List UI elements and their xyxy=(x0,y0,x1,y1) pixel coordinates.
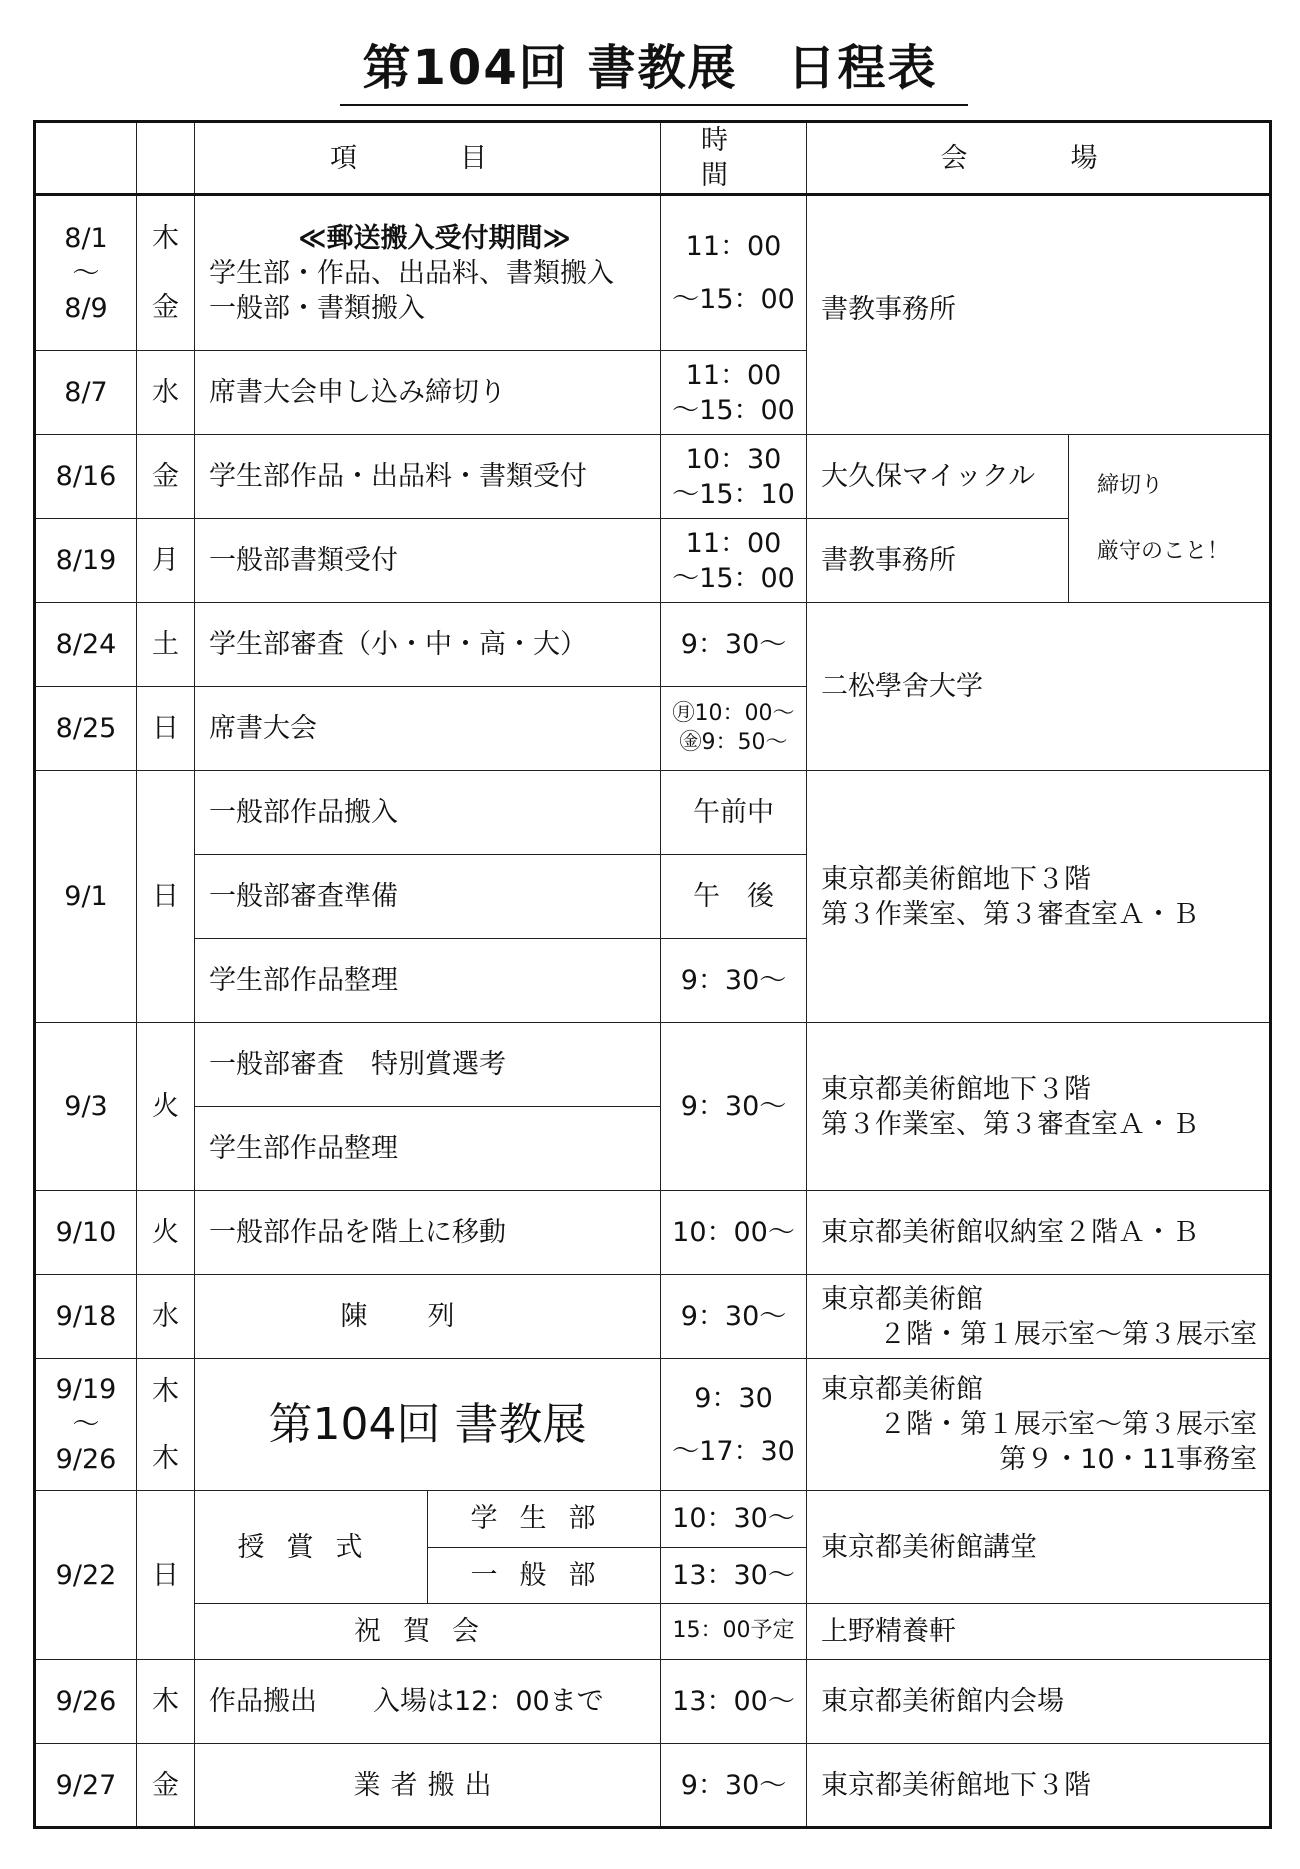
time-cell: 13：00〜 xyxy=(661,1660,807,1744)
header-date xyxy=(35,122,137,195)
day-cell: 日 xyxy=(137,771,195,1023)
venue-cell: 東京都美術館地下３階 第３作業室、第３審査室Ａ・Ｂ xyxy=(807,1023,1271,1191)
venue-cell: 二松學舍大学 xyxy=(807,603,1271,771)
time-cell: 15：00予定 xyxy=(661,1604,807,1660)
header-item: 項 目 xyxy=(195,122,661,195)
day-cell: 火 xyxy=(137,1191,195,1275)
item-cell: 一般部作品搬入 xyxy=(195,771,661,855)
date-cell: 8/19 xyxy=(35,519,137,603)
award-subtable xyxy=(195,1491,660,1603)
time-cell: 11：00 〜15：00 xyxy=(661,351,807,435)
time-cell: 午 後 xyxy=(661,855,807,939)
item-cell: 一般部審査 特別賞選考 xyxy=(195,1023,661,1107)
award-cell xyxy=(195,1491,661,1604)
venue-cell: 東京都美術館講堂 xyxy=(807,1491,1271,1604)
award-group-general: 一般部 xyxy=(470,1559,618,1591)
item-cell: 第104回 書教展 xyxy=(195,1359,661,1491)
item-cell: 祝賀会 xyxy=(195,1604,661,1660)
item-cell: 業者搬出 xyxy=(195,1744,661,1828)
day-cell: 木 金 xyxy=(137,195,195,351)
time-cell: 9：30〜 xyxy=(661,603,807,687)
item-cell: 学生部作品整理 xyxy=(195,939,661,1023)
time-cell: 10：30 〜15：10 xyxy=(661,435,807,519)
venue-cell: 東京都美術館地下３階 xyxy=(807,1744,1271,1828)
page-title: 第104回 書教展 日程表 xyxy=(362,40,938,96)
day-cell: 水 xyxy=(137,1275,195,1359)
date-cell: 9/3 xyxy=(35,1023,137,1191)
date-cell: 9/18 xyxy=(35,1275,137,1359)
venue-cell: 東京都美術館収納室２階Ａ・Ｂ xyxy=(807,1191,1271,1275)
table-row xyxy=(35,1191,1271,1275)
table-row xyxy=(35,195,1271,351)
time-cell: 11：00 〜15：00 xyxy=(661,195,807,351)
day-cell: 日 xyxy=(137,687,195,771)
title-underline xyxy=(340,104,968,106)
date-cell: 8/1 〜 8/9 xyxy=(35,195,137,351)
award-ceremony-label: 授賞式 xyxy=(195,1491,428,1603)
award-group-student: 学生部 xyxy=(428,1491,661,1547)
header-time: 時 間 xyxy=(661,122,807,195)
date-cell: 9/22 xyxy=(35,1491,137,1660)
day-cell: 土 xyxy=(137,603,195,687)
date-cell: 8/24 xyxy=(35,603,137,687)
time-cell: 11：00 〜15：00 xyxy=(661,519,807,603)
day-cell: 金 xyxy=(137,1744,195,1828)
item-cell: ≪郵送搬入受付期間≫ 学生部・作品、出品料、書類搬入 一般部・書類搬入 xyxy=(195,195,661,351)
table-row xyxy=(35,1359,1271,1491)
table-row xyxy=(35,1660,1271,1744)
date-cell: 9/1 xyxy=(35,771,137,1023)
item-cell xyxy=(195,1660,661,1744)
deadline-note: 締切り 厳守のこと！ xyxy=(1069,435,1271,603)
table-row xyxy=(35,1491,1271,1548)
venue-cell: 大久保マイックル xyxy=(807,435,1069,519)
time-cell: 9：30〜 xyxy=(661,1275,807,1359)
time-cell: 9：30 〜17：30 xyxy=(661,1359,807,1491)
item-cell: 一般部審査準備 xyxy=(195,855,661,939)
day-cell: 火 xyxy=(137,1023,195,1191)
time-cell: 10：00〜 xyxy=(661,1191,807,1275)
date-cell: 9/26 xyxy=(35,1660,137,1744)
header-venue: 会 場 xyxy=(807,122,1271,195)
item-cell: 一般部作品を階上に移動 xyxy=(195,1191,661,1275)
time-cell: 9：30〜 xyxy=(661,1744,807,1828)
item-note: 入場は12：00まで xyxy=(373,1686,604,1718)
table-row xyxy=(35,1744,1271,1828)
venue-cell: 東京都美術館内会場 xyxy=(807,1660,1271,1744)
item-cell: 学生部作品・出品料・書類受付 xyxy=(195,435,661,519)
item-cell: 陳列 xyxy=(195,1275,661,1359)
venue-cell: 書教事務所 xyxy=(807,519,1069,603)
day-cell: 日 xyxy=(137,1491,195,1660)
table-row xyxy=(35,1604,1271,1660)
item-cell: 席書大会申し込み締切り xyxy=(195,351,661,435)
time-cell: 10：30〜 xyxy=(661,1491,807,1548)
table-row xyxy=(35,1275,1271,1359)
time-cell: 午前中 xyxy=(661,771,807,855)
schedule-table xyxy=(33,120,1272,1829)
time-cell: 9：30〜 xyxy=(661,939,807,1023)
day-cell: 木 木 xyxy=(137,1359,195,1491)
venue-cell: 上野精養軒 xyxy=(807,1604,1271,1660)
day-cell: 月 xyxy=(137,519,195,603)
table-row xyxy=(35,603,1271,687)
venue-cell: 東京都美術館地下３階 第３作業室、第３審査室Ａ・Ｂ xyxy=(807,771,1271,1023)
date-cell: 8/7 xyxy=(35,351,137,435)
date-cell: 9/27 xyxy=(35,1744,137,1828)
item-cell: 学生部作品整理 xyxy=(195,1107,661,1191)
time-cell: 13：30〜 xyxy=(661,1547,807,1604)
item-cell: 席書大会 xyxy=(195,687,661,771)
date-cell: 8/25 xyxy=(35,687,137,771)
item-cell: 一般部書類受付 xyxy=(195,519,661,603)
time-cell: ㊊10：00〜 ㊎9：50〜 xyxy=(661,687,807,771)
table-row xyxy=(35,771,1271,855)
date-cell: 8/16 xyxy=(35,435,137,519)
day-cell: 木 xyxy=(137,1660,195,1744)
venue-cell: 東京都美術館 ２階・第１展示室〜第３展示室 xyxy=(807,1275,1271,1359)
item-main: 作品搬出 xyxy=(209,1686,317,1718)
date-cell: 9/19 〜 9/26 xyxy=(35,1359,137,1491)
day-cell: 金 xyxy=(137,435,195,519)
header-day xyxy=(137,122,195,195)
header-row xyxy=(35,122,1271,195)
date-cell: 9/10 xyxy=(35,1191,137,1275)
table-row xyxy=(35,435,1271,519)
venue-cell: 東京都美術館 ２階・第１展示室〜第３展示室 第９・10・11事務室 xyxy=(807,1359,1271,1491)
day-cell: 水 xyxy=(137,351,195,435)
item-cell: 学生部審査（小・中・高・大） xyxy=(195,603,661,687)
table-row xyxy=(35,1023,1271,1107)
time-cell: 9：30〜 xyxy=(661,1023,807,1191)
venue-cell: 書教事務所 xyxy=(807,195,1271,435)
